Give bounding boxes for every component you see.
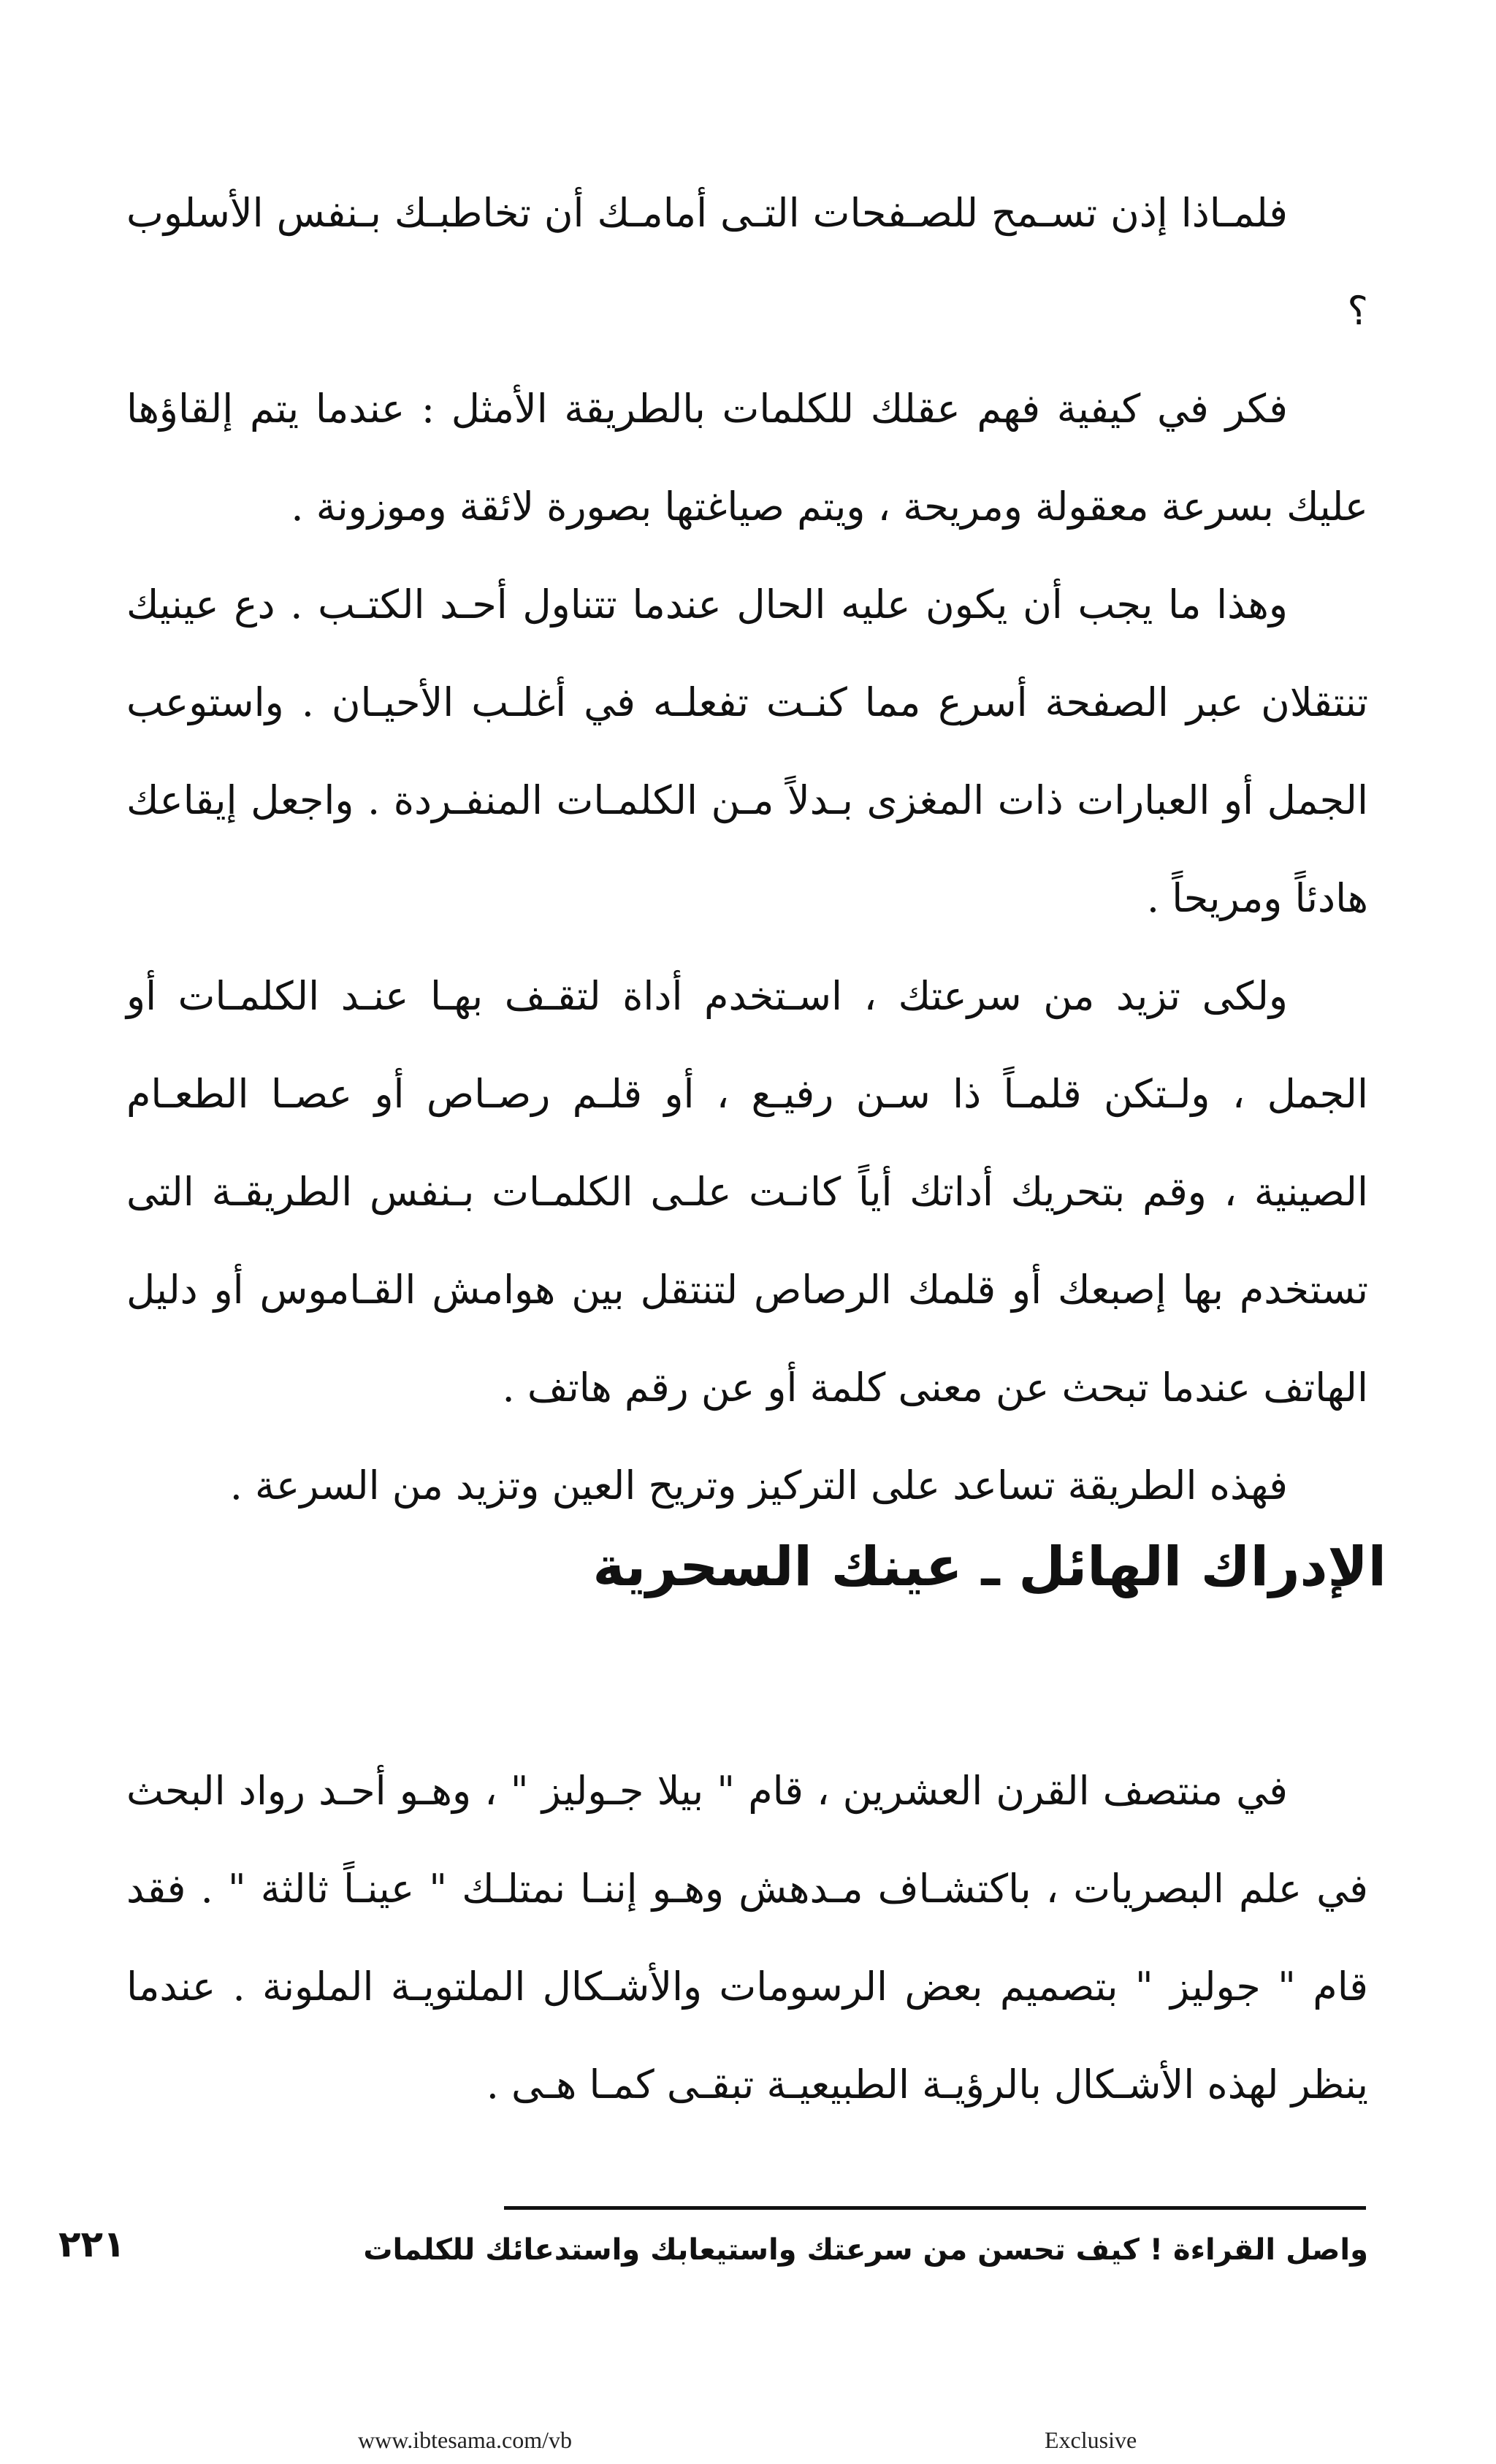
paragraph-3: وهذا ما يجب أن يكون عليه الحال عندما تتناول أحـد الكتـب . دع عينيك تنتقلان عبر الصفحة أسرع مما كنـت تفعلـه في أغلـب الأحيـان . واستوعب الجمل أو العبارات ذات المغزى بـدلاً مـن الكلمـات المنفـردة . واجعل إيقاعك هادئاً ومريحاً . xyxy=(126,581,1368,921)
paragraph-6: في منتصف القرن العشرين ، قام " بيلا جـوليز " ، وهـو أحـد رواد البحث في علم البصريات ، باكتشـاف مـدهش وهـو إننـا نمتلـك " عينـاً ثالثة " . فقد قام " جوليز " بتصميم بعض الرسومات والأشـكال الملتويـة الملونة . عندما ينظر لهذه الأشـكال بالرؤيـة الطبيعيـة تبقـى كمـا هـى . xyxy=(126,1768,1368,2108)
footer-divider xyxy=(504,2206,1366,2210)
watermark-url: www.ibtesama.com/vb xyxy=(358,2427,572,2453)
paragraph-1: فلمـاذا إذن تسـمح للصـفحات التـى أمامـك أن تخاطبـك بـنفس الأسلوب ؟ xyxy=(126,190,1368,334)
page-number: ٢٢١ xyxy=(58,2223,126,2265)
paragraph-2: فكر في كيفية فهم عقلك للكلمات بالطريقة الأمثل : عندما يتم إلقاؤها عليك بسرعة معقولة ومريحة ، ويتم صياغتها بصورة لائقة وموزونة . xyxy=(126,386,1368,530)
running-footer-title: واصل القراءة ! كيف تحسن من سرعتك واستيعابك واستدعائك للكلمات xyxy=(363,2233,1368,2267)
body-text-top xyxy=(126,164,1368,1535)
paragraph-4: ولكى تزيد من سرعتك ، اسـتخدم أداة لتقـف بهـا عنـد الكلمـات أو الجمل ، ولـتكن قلمـاً ذا سـن رفيـع ، أو قلـم رصـاص أو عصـا الطعـام الصينية ، وقم بتحريك أداتك أياً كانـت علـى الكلمـات بـنفس الطريقـة التى تستخدم بها إصبعك أو قلمك الرصاص لتنتقل بين هوامش القـاموس أو دليل الهاتف عندما تبحث عن معنى كلمة أو عن رقم هاتف . xyxy=(126,973,1368,1411)
watermark-tag: Exclusive xyxy=(1045,2427,1137,2453)
section-heading: الإدراك الهائل ـ عينك السحرية xyxy=(592,1536,1386,1598)
paragraph-5: فهذه الطريقة تساعد على التركيز وتريح العين وتزيد من السرعة . xyxy=(229,1462,1288,1508)
body-text-bottom xyxy=(126,1742,1368,2134)
